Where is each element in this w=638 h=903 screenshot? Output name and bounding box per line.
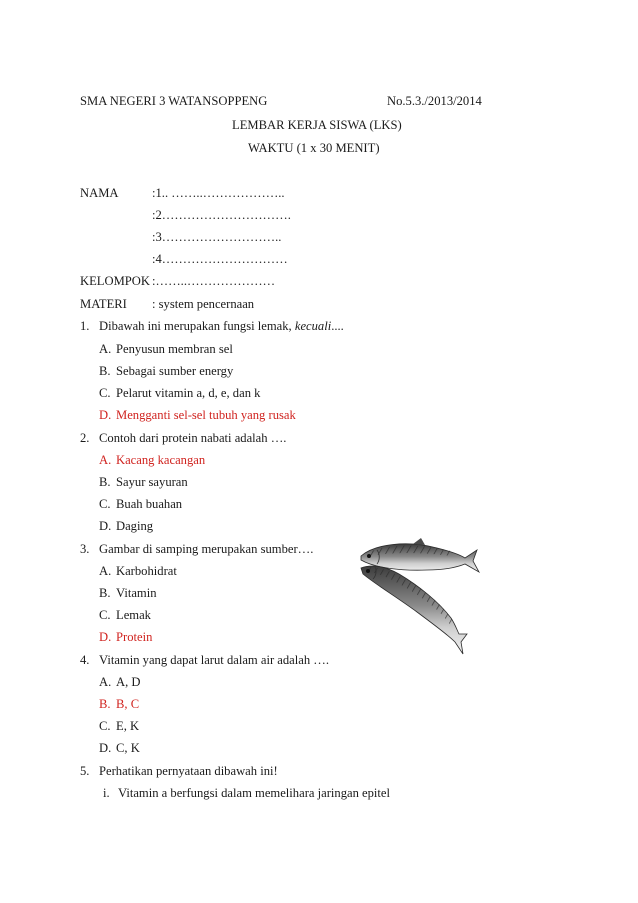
option-letter: B.	[99, 586, 111, 600]
question-number: 2.	[80, 431, 90, 445]
option-text: E, K	[116, 719, 140, 733]
option-letter: D.	[99, 519, 112, 533]
option-q2-d	[99, 518, 154, 534]
kelompok-value: :……..…………………	[152, 274, 276, 288]
statement-numeral: i.	[103, 786, 110, 800]
option-q1-c	[99, 385, 261, 401]
option-letter: D.	[99, 741, 112, 755]
option-text: Penyusun membran sel	[116, 342, 233, 356]
option-q1-b	[99, 363, 234, 379]
materi-label: MATERI	[80, 297, 127, 311]
option-letter: A.	[99, 342, 112, 356]
option-letter: B.	[99, 697, 111, 711]
question-number: 5.	[80, 764, 90, 778]
question-text-emphasis: kecuali	[294, 319, 332, 333]
option-q3-d	[99, 629, 153, 645]
option-letter: B.	[99, 364, 111, 378]
question-text	[99, 318, 344, 334]
option-text: Pelarut vitamin a, d, e, dan k	[116, 386, 261, 400]
option-text: Daging	[116, 519, 154, 533]
option-text: Sayur sayuran	[116, 475, 188, 489]
option-letter: A.	[99, 675, 112, 689]
question-text: Contoh dari protein nabati adalah ….	[99, 431, 287, 445]
nama-line-4: :4…………………………	[152, 252, 288, 266]
fish-icon	[355, 534, 480, 658]
option-q3-c	[99, 607, 151, 623]
document-number: No.5.3./2013/2014	[387, 94, 482, 108]
nama-line-1: :1.. ……..………………..	[152, 186, 285, 200]
option-text: C, K	[116, 741, 140, 755]
nama-label: NAMA	[80, 186, 119, 200]
option-text: Lemak	[116, 608, 151, 622]
question-text-main: Dibawah ini merupakan fungsi lemak,	[99, 319, 292, 333]
option-q2-c	[99, 496, 183, 512]
option-q4-a	[99, 674, 141, 690]
option-q3-a	[99, 563, 177, 579]
option-q3-b	[99, 585, 157, 601]
worksheet-time: WAKTU (1 x 30 MENIT)	[248, 141, 380, 155]
option-text: Karbohidrat	[116, 564, 177, 578]
option-letter: A.	[99, 564, 112, 578]
kelompok-label: KELOMPOK	[80, 274, 150, 288]
option-q2-a	[99, 452, 206, 468]
option-text: Buah buahan	[116, 497, 183, 511]
option-text: Protein	[116, 630, 153, 644]
nama-line-2: :2………………………….	[152, 208, 291, 222]
option-letter: D.	[99, 630, 112, 644]
option-text: A, D	[116, 675, 141, 689]
option-q4-d	[99, 740, 140, 756]
question-number: 4.	[80, 653, 90, 667]
option-text: B, C	[116, 697, 140, 711]
materi-value: : system pencernaan	[152, 297, 255, 311]
question-text: Vitamin yang dapat larut dalam air adalah ….	[99, 653, 330, 667]
option-letter: B.	[99, 475, 111, 489]
option-letter: C.	[99, 608, 111, 622]
question-number: 1.	[80, 319, 90, 333]
option-q1-a	[99, 341, 233, 357]
question-number: 3.	[80, 542, 90, 556]
statement-text: Vitamin a berfungsi dalam memelihara jaringan epitel	[118, 786, 391, 800]
option-letter: D.	[99, 408, 112, 422]
option-letter: C.	[99, 497, 111, 511]
option-text: Vitamin	[116, 586, 157, 600]
option-letter: C.	[99, 386, 111, 400]
option-q4-b	[99, 696, 140, 712]
option-text: Sebagai sumber energy	[116, 364, 234, 378]
option-text: Mengganti sel-sel tubuh yang rusak	[116, 408, 296, 422]
option-q4-c	[99, 718, 140, 734]
worksheet-title: LEMBAR KERJA SISWA (LKS)	[232, 118, 402, 132]
option-q1-d	[99, 407, 296, 423]
question-text: Perhatikan pernyataan dibawah ini!	[99, 764, 278, 778]
option-text: Kacang kacangan	[116, 453, 206, 467]
school-name: SMA NEGERI 3 WATANSOPPENG	[80, 94, 268, 108]
option-q2-b	[99, 474, 188, 490]
option-letter: A.	[99, 453, 112, 467]
question-text: Gambar di samping merupakan sumber….	[99, 542, 314, 556]
option-letter: C.	[99, 719, 111, 733]
question-text-end: ....	[331, 319, 344, 333]
nama-line-3: :3………………………..	[152, 230, 282, 244]
statement-item	[103, 785, 391, 801]
